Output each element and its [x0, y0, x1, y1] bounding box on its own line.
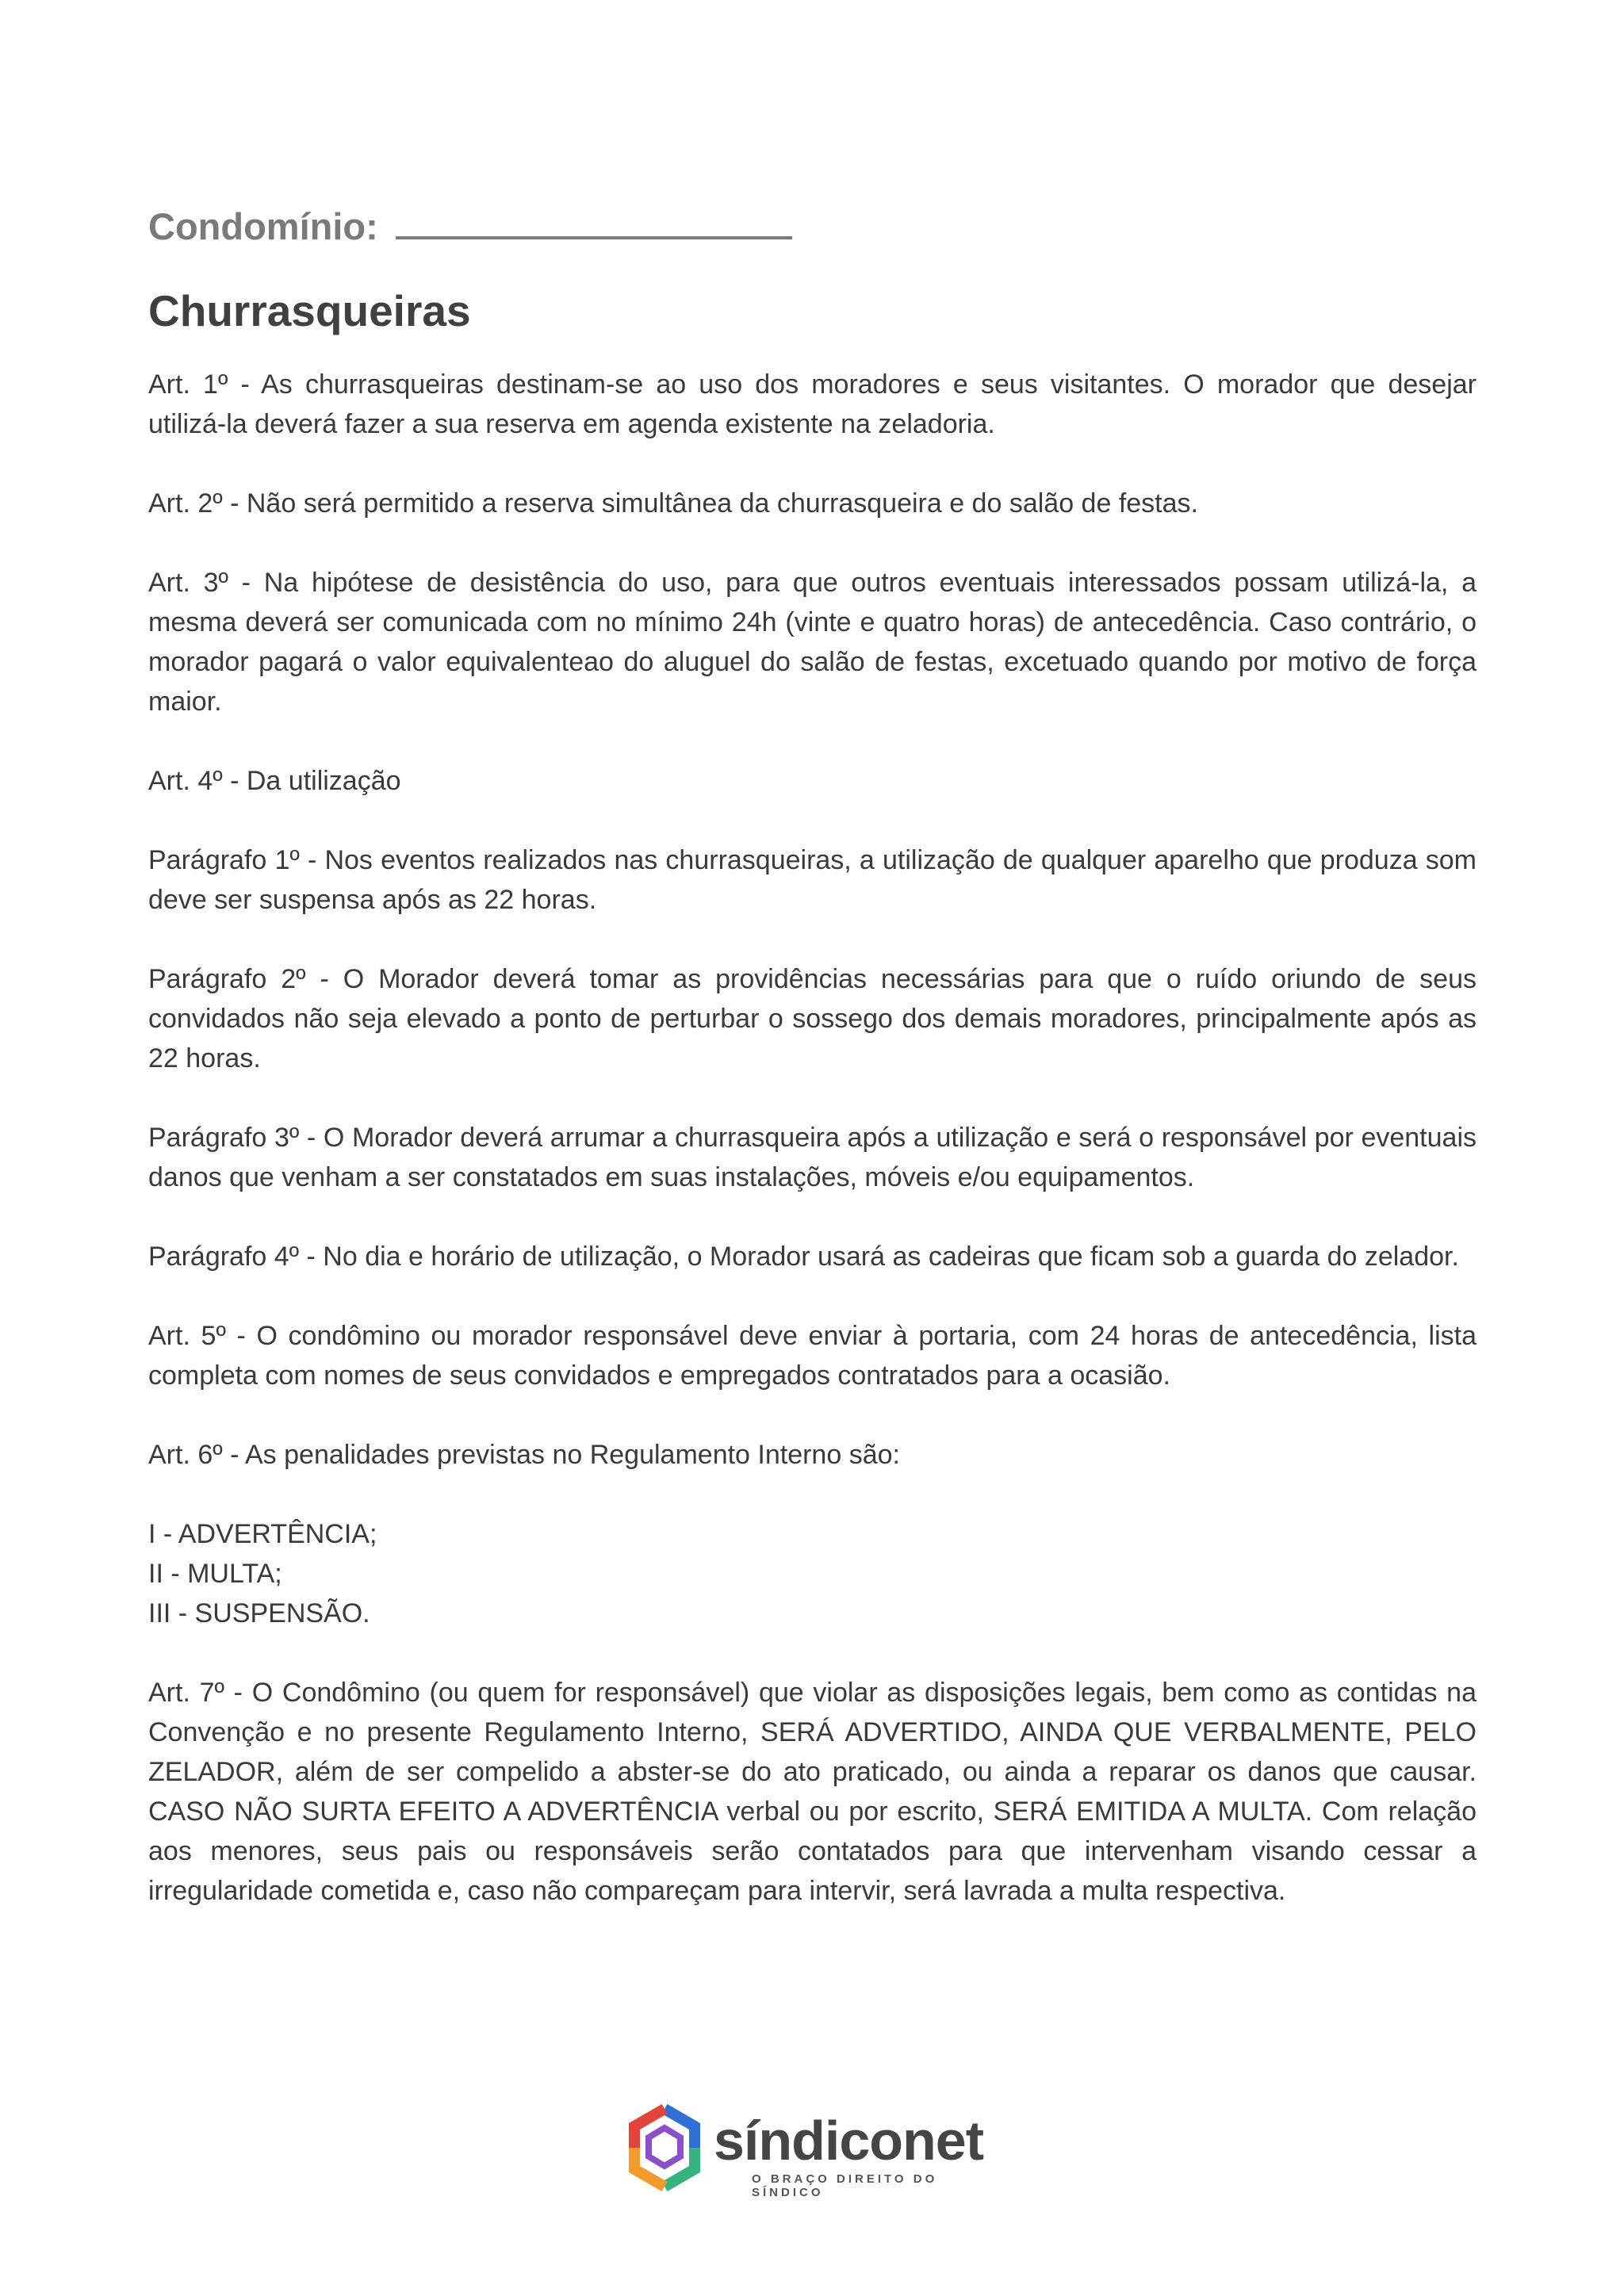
condominium-line: [148, 198, 1477, 255]
paragraph-3: Parágrafo 3º - O Morador deverá arrumar a churrasqueira após a utilização e será o responsável por eventuais danos que venham a ser constatados em suas instalações, móveis e/ou equipamentos.: [148, 1123, 1477, 1192]
article-4: Art. 4º - Da utilização: [148, 766, 401, 796]
hexagon-logo-icon: [625, 2104, 704, 2191]
document-title: Churrasqueiras: [148, 286, 471, 335]
condominium-label: Condomínio:: [148, 205, 378, 247]
penalties-list: [148, 1514, 1477, 1633]
article-2: Art. 2º - Não será permitido a reserva simultânea da churrasqueira e do salão de festas.: [148, 488, 1198, 519]
condominium-blank-line: [396, 208, 792, 239]
paragraph-1: Parágrafo 1º - Nos eventos realizados nas churrasqueiras, a utilização de qualquer aparelho que produza som deve ser suspensa após as 22 horas.: [148, 845, 1477, 915]
article-3: Art. 3º - Na hipótese de desistência do uso, para que outros eventuais interessados possam utilizá-la, a mesma deverá ser comunicada com no mínimo 24h (vinte e quatro horas) de antecedência. Caso contrário, o morador pagará o valor equivalenteao do aluguel do salão de festas, excetuado quando por motivo de força maior.: [148, 568, 1477, 717]
logo-brand-name: síndiconet: [714, 2110, 984, 2172]
article-7: Art. 7º - O Condômino (ou quem for responsável) que violar as disposições legais, bem como as contidas na Convenção e no presente Regulamento Interno, SERÁ ADVERTIDO, AINDA QUE VERBALMENTE, PELO ZELADOR, além de ser compelido a abster-se do ato praticado, ou ainda a reparar os danos que causar. CASO NÃO SURTA EFEITO A ADVERTÊNCIA verbal ou por escrito, SERÁ EMITIDA A MULTA. Com relação aos menores, seus pais ou responsáveis serão contatados para que intervenham visando cessar a irregularidade cometida e, caso não compareçam para intervir, será lavrada a multa respectiva.: [148, 1678, 1477, 1906]
article-1: Art. 1º - As churrasqueiras destinam-se ao uso dos moradores e seus visitantes. O morador que desejar utilizá-la deverá fazer a sua reserva em agenda existente na zeladoria.: [148, 369, 1477, 439]
penalty-item: III - SUSPENSÃO.: [148, 1598, 370, 1628]
article-5: Art. 5º - O condômino ou morador responsável deve enviar à portaria, com 24 horas de antecedência, lista completa com nomes de seus convidados e empregados contratados para a ocasião.: [148, 1321, 1477, 1391]
paragraph-4: Parágrafo 4º - No dia e horário de utilização, o Morador usará as cadeiras que ficam sob a guarda do zelador.: [148, 1242, 1459, 1272]
penalty-item: II - MULTA;: [148, 1559, 282, 1589]
sindiconet-logo: [625, 2104, 1005, 2199]
paragraph-2: Parágrafo 2º - O Morador deverá tomar as providências necessárias para que o ruído oriundo de seus convidados não seja elevado a ponto de perturbar o sossego dos demais moradores, principalmente após as 22 horas.: [148, 964, 1477, 1073]
article-6: Art. 6º - As penalidades previstas no Regulamento Interno são:: [148, 1440, 900, 1470]
logo-tagline: O BRAÇO DIREITO DO SÍNDICO: [752, 2172, 938, 2199]
penalty-item: I - ADVERTÊNCIA;: [148, 1519, 377, 1549]
document-page: [148, 198, 1477, 1911]
